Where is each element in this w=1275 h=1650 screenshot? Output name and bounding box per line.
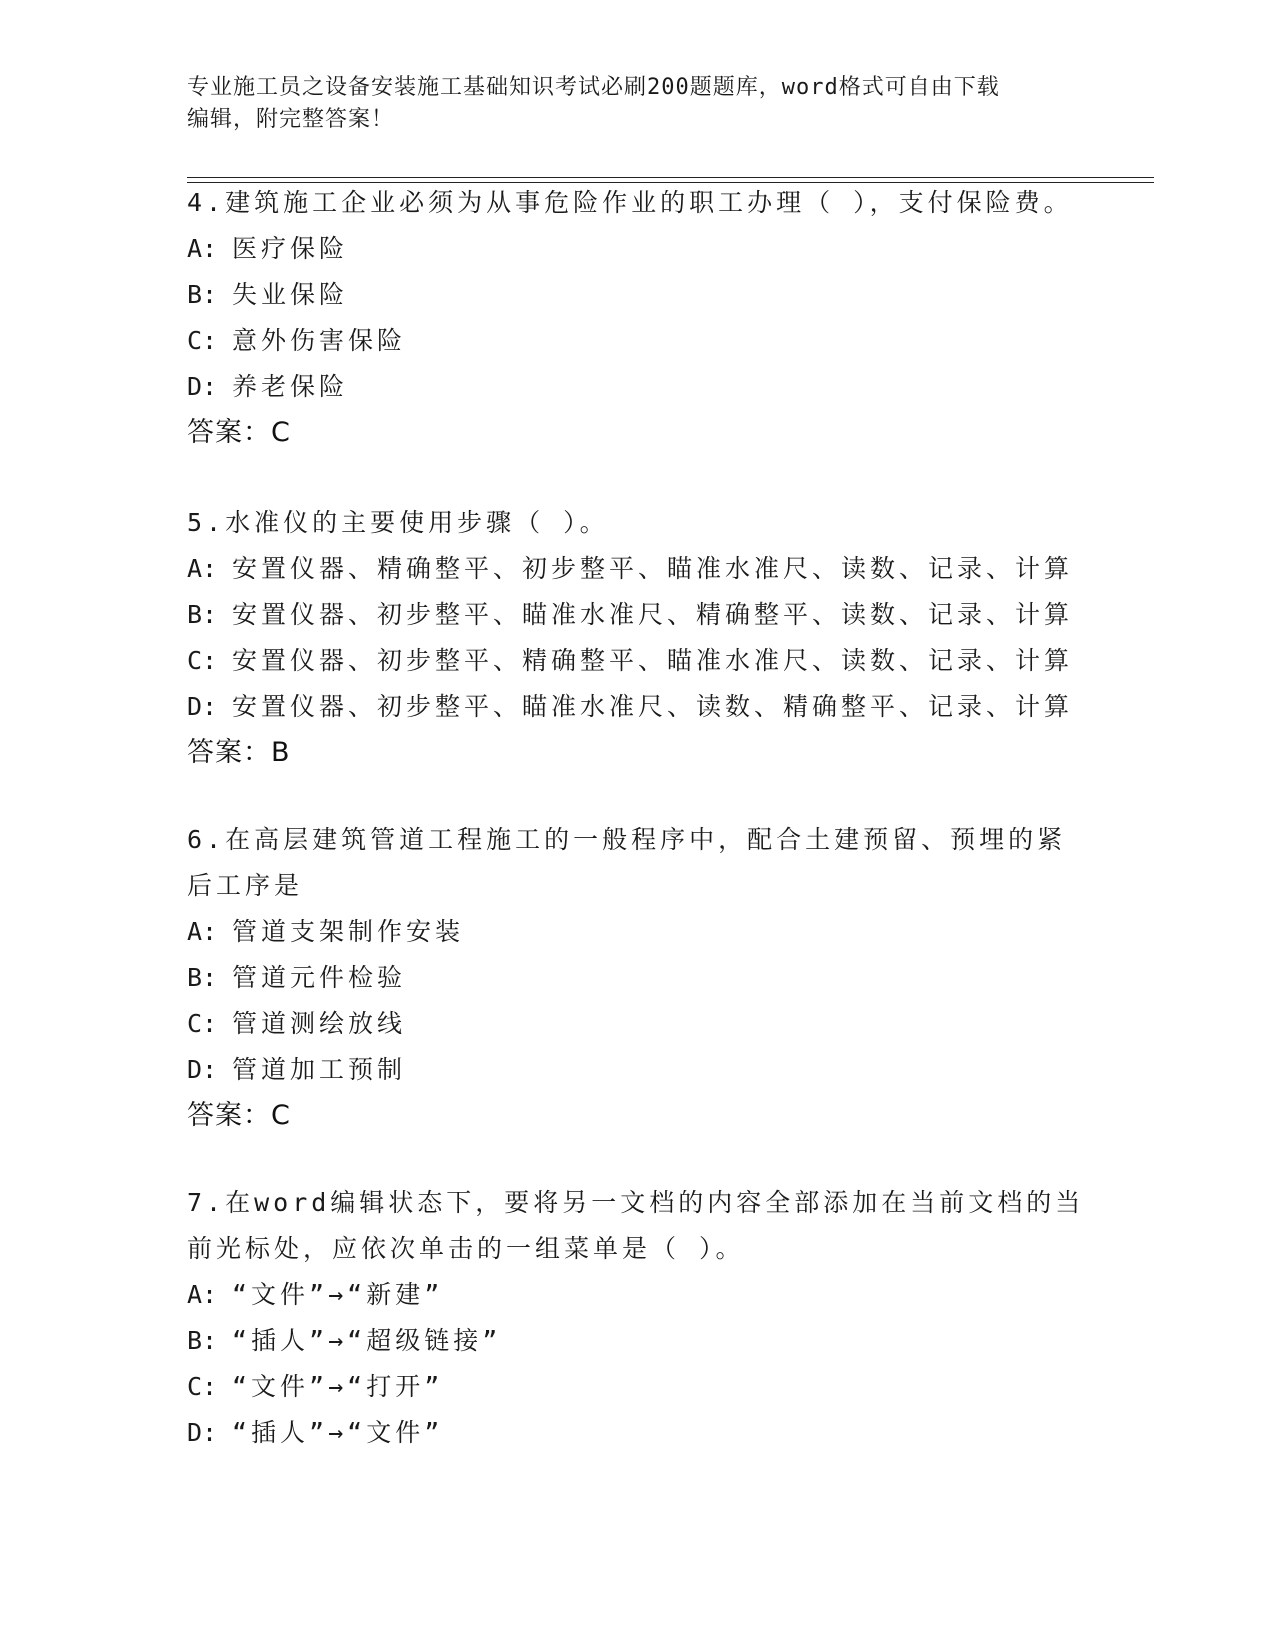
option-b [187, 955, 1087, 1001]
option-text: 医疗保险 [232, 234, 349, 263]
option-a [187, 1272, 1087, 1318]
option-text: 安置仪器、初步整平、瞄准水准尺、读数、精确整平、记录、计算 [232, 692, 1074, 721]
question-stem-line-2: 前光标处，应依次单击的一组菜单是（ ）。 [187, 1234, 745, 1263]
option-key: D: [187, 372, 218, 401]
header-title-line-2: 编辑，附完整答案！ [187, 107, 395, 132]
header-divider-top [187, 177, 1154, 178]
option-key: D: [187, 1055, 218, 1084]
answer-text: 答案：B [187, 737, 291, 768]
option-key: C: [187, 1009, 218, 1038]
option-c [187, 1364, 1087, 1410]
option-key: D: [187, 1418, 218, 1447]
question-5 [187, 500, 1087, 776]
header-title-line-1: 专业施工员之设备安装施工基础知识考试必刷200题题库，word格式可自由下载 [187, 75, 1000, 100]
option-c [187, 638, 1087, 684]
option-key: A: [187, 917, 218, 946]
answer-text: 答案：C [187, 417, 291, 448]
question-stem-line-1: 7.在word编辑状态下，要将另一文档的内容全部添加在当前文档的当 [187, 1188, 1085, 1217]
document-header [187, 72, 1087, 136]
option-a [187, 546, 1087, 592]
option-d [187, 1047, 1087, 1093]
option-d [187, 364, 1087, 410]
question-stem: 4.建筑施工企业必须为从事危险作业的职工办理（ ），支付保险费。 [187, 188, 1073, 217]
option-text: 管道加工预制 [232, 1055, 407, 1084]
option-a [187, 226, 1087, 272]
option-c [187, 1001, 1087, 1047]
option-d [187, 684, 1087, 730]
option-text: “文件”→“新建” [232, 1280, 444, 1309]
question-6 [187, 817, 1087, 1139]
option-key: D: [187, 692, 218, 721]
option-key: B: [187, 963, 218, 992]
question-stem-line-1: 6.在高层建筑管道工程施工的一般程序中，配合土建预留、预埋的紧 [187, 825, 1067, 854]
option-key: A: [187, 1280, 218, 1309]
option-text: 养老保险 [232, 372, 349, 401]
option-text: 安置仪器、初步整平、精确整平、瞄准水准尺、读数、记录、计算 [232, 646, 1074, 675]
option-text: 安置仪器、初步整平、瞄准水准尺、精确整平、读数、记录、计算 [232, 600, 1074, 629]
question-4 [187, 180, 1087, 456]
option-text: 意外伤害保险 [232, 326, 407, 355]
option-text: 安置仪器、精确整平、初步整平、瞄准水准尺、读数、记录、计算 [232, 554, 1074, 583]
option-b [187, 592, 1087, 638]
option-d [187, 1410, 1087, 1456]
option-key: C: [187, 326, 218, 355]
answer-text: 答案：C [187, 1100, 291, 1131]
option-b [187, 272, 1087, 318]
option-key: B: [187, 600, 218, 629]
option-key: B: [187, 1326, 218, 1355]
option-key: A: [187, 234, 218, 263]
option-a [187, 909, 1087, 955]
option-text: “文件”→“打开” [232, 1372, 444, 1401]
option-text: 失业保险 [232, 280, 349, 309]
option-text: 管道测绘放线 [232, 1009, 407, 1038]
question-7 [187, 1180, 1087, 1456]
option-c [187, 318, 1087, 364]
option-text: “插人”→“文件” [232, 1418, 444, 1447]
option-key: A: [187, 554, 218, 583]
question-stem: 5.水准仪的主要使用步骤（ ）。 [187, 508, 609, 537]
option-text: 管道支架制作安装 [232, 917, 465, 946]
option-key: C: [187, 646, 218, 675]
option-text: 管道元件检验 [232, 963, 407, 992]
option-text: “插人”→“超级链接” [232, 1326, 502, 1355]
option-key: C: [187, 1372, 218, 1401]
question-stem-line-2: 后工序是 [187, 871, 304, 900]
option-b [187, 1318, 1087, 1364]
option-key: B: [187, 280, 218, 309]
